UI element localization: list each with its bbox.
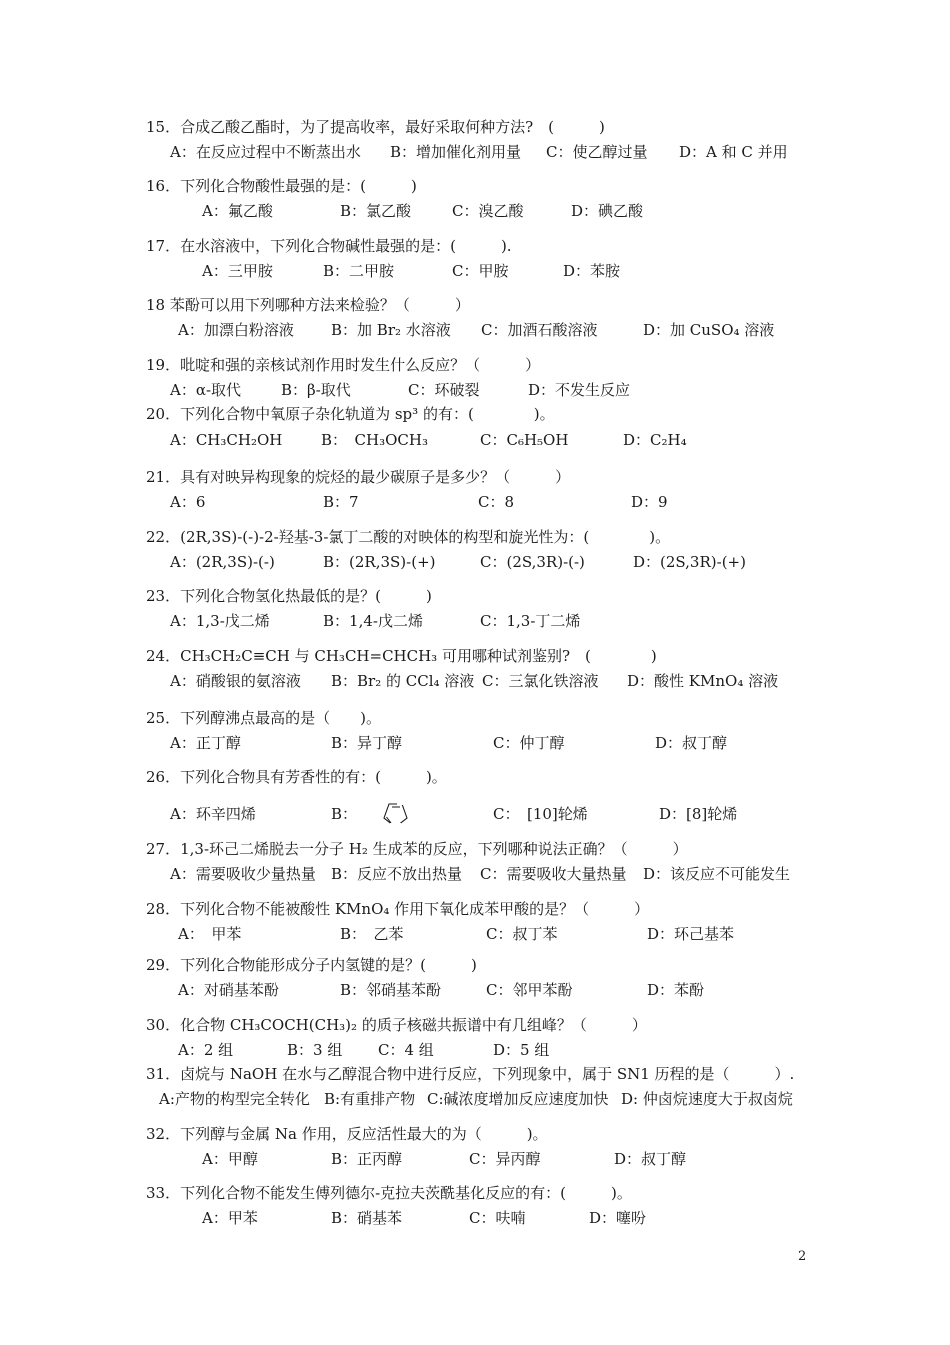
option-d: D：C₂H₄ <box>623 431 687 449</box>
option-a: A：需要吸收少量热量 <box>170 865 316 883</box>
option-c: C：环破裂 <box>408 381 480 399</box>
option-b: B：异丁醇 <box>331 734 403 752</box>
option-b: B：(2R,3S)-(+) <box>323 553 436 571</box>
question-stem: 33．下列化合物不能发生傅列德尔-克拉夫茨酰基化反应的有：( )。 <box>146 1184 632 1202</box>
question-stem: 26．下列化合物具有芳香性的有：( )。 <box>146 768 447 786</box>
question-stem: 29．下列化合物能形成分子内氢键的是？( ) <box>146 956 477 974</box>
option-b: B：7 <box>323 493 359 511</box>
option-b: B：二甲胺 <box>323 262 395 280</box>
question-stem: 32．下列醇与金属 Na 作用，反应活性最大的为（ )。 <box>146 1125 548 1143</box>
option-a: A:产物的构型完全转化 <box>159 1090 310 1108</box>
option-c: C：(2S,3R)-(-) <box>480 553 585 571</box>
option-c: C： [10]轮烯 <box>493 805 588 823</box>
question-stem: 18 苯酚可以用下列哪种方法来检验？（ ） <box>146 296 470 314</box>
option-b: B：邻硝基苯酚 <box>340 981 442 999</box>
option-d: D：9 <box>631 493 668 511</box>
option-a: A：甲醇 <box>202 1150 258 1168</box>
option-a: A：甲苯 <box>202 1209 258 1227</box>
option-a: A：对硝基苯酚 <box>178 981 279 999</box>
option-b: B： CH₃OCH₃ <box>321 431 428 449</box>
question-stem: 17．在水溶液中，下列化合物碱性最强的是：( ). <box>146 237 512 255</box>
option-b: B：加 Br₂ 水溶液 <box>331 321 451 339</box>
option-a: A：1,3-戊二烯 <box>170 612 270 630</box>
option-d: D：环己基苯 <box>647 925 735 943</box>
option-b: B：增加催化剂用量 <box>390 143 522 161</box>
option-a: A：2 组 <box>178 1041 234 1059</box>
option-b: B：3 组 <box>287 1041 343 1059</box>
question-stem: 19．吡啶和强的亲核试剂作用时发生什么反应？（ ） <box>146 356 541 374</box>
page-number: 2 <box>798 1249 807 1264</box>
option-d: D：[8]轮烯 <box>659 805 738 823</box>
option-d: D：加 CuSO₄ 溶液 <box>643 321 775 339</box>
option-b: B：1,4-戊二烯 <box>323 612 423 630</box>
question-stem: 30．化合物 CH₃COCH(CH₃)₂ 的质子核磁共振谱中有几组峰？（ ） <box>146 1016 647 1034</box>
option-a: A：CH₃CH₂OH <box>170 431 283 449</box>
option-b: B：Br₂ 的 CCl₄ 溶液 <box>331 672 475 690</box>
option-c: C:碱浓度增加反应速度加快 <box>427 1090 609 1108</box>
oxazole-structure-icon <box>372 789 420 837</box>
option-b: B： 乙苯 <box>340 925 404 943</box>
question-stem: 28．下列化合物不能被酸性 KMnO₄ 作用下氧化成苯甲酸的是？（ ） <box>146 900 650 918</box>
option-a: A：6 <box>170 493 206 511</box>
option-c: C：8 <box>478 493 515 511</box>
question-stem: 27．1,3-环己二烯脱去一分子 H₂ 生成苯的反应，下列哪种说法正确？（ ） <box>146 840 688 858</box>
option-b: B：硝基苯 <box>331 1209 403 1227</box>
option-c: C：1,3-丁二烯 <box>480 612 581 630</box>
option-b: B:有重排产物 <box>324 1090 416 1108</box>
question-stem: 31．卤烷与 NaOH 在水与乙醇混合物中进行反应，下列现象中，属于 SN1 历程的是（ ）. <box>146 1065 795 1083</box>
option-c: C：4 组 <box>378 1041 434 1059</box>
option-a: A：氟乙酸 <box>202 202 273 220</box>
option-a: A：环辛四烯 <box>170 805 256 823</box>
question-stem: 15．合成乙酸乙酯时，为了提高收率，最好采取何种方法? ( ) <box>146 118 605 136</box>
option-d: D：A 和 C 并用 <box>679 143 788 161</box>
question-stem: 24．CH₃CH₂C≡CH 与 CH₃CH=CHCH₃ 可用哪种试剂鉴别? ( ) <box>146 647 657 665</box>
option-b: B： <box>331 805 358 823</box>
option-c: C：需要吸收大量热量 <box>480 865 627 883</box>
option-a: A：硝酸银的氨溶液 <box>170 672 301 690</box>
option-b: B：β-取代 <box>281 381 351 399</box>
option-d: D：(2S,3R)-(+) <box>633 553 746 571</box>
option-b: B：氯乙酸 <box>340 202 412 220</box>
option-a: A：三甲胺 <box>202 262 273 280</box>
option-d: D：苯胺 <box>563 262 621 280</box>
option-a: A：正丁醇 <box>170 734 241 752</box>
option-c: C：三氯化铁溶液 <box>482 672 599 690</box>
option-d: D：苯酚 <box>647 981 705 999</box>
option-a: A：加漂白粉溶液 <box>178 321 294 339</box>
question-stem: 21．具有对映异构现象的烷烃的最少碳原子是多少？（ ） <box>146 468 571 486</box>
option-a: A：(2R,3S)-(-) <box>170 553 275 571</box>
option-c: C：甲胺 <box>452 262 509 280</box>
option-c: C：叔丁苯 <box>486 925 558 943</box>
option-d: D：5 组 <box>493 1041 550 1059</box>
option-d: D: 仲卤烷速度大于叔卤烷 <box>621 1090 793 1108</box>
option-a: A：在反应过程中不断蒸出水 <box>170 143 361 161</box>
option-c: C：邻甲苯酚 <box>486 981 573 999</box>
option-c: C：溴乙酸 <box>452 202 524 220</box>
question-stem: 22．(2R,3S)-(-)-2-羟基-3-氯丁二酸的对映体的构型和旋光性为：( )。 <box>146 528 671 546</box>
option-b: B：反应不放出热量 <box>331 865 463 883</box>
option-c: C：呋喃 <box>469 1209 526 1227</box>
option-c: C：C₆H₅OH <box>480 431 569 449</box>
option-c: C：加酒石酸溶液 <box>481 321 598 339</box>
option-a: A： 甲苯 <box>178 925 242 943</box>
question-stem: 16．下列化合物酸性最强的是：( ) <box>146 177 417 195</box>
question-stem: 25．下列醇沸点最高的是（ )。 <box>146 709 381 727</box>
option-d: D：叔丁醇 <box>614 1150 687 1168</box>
question-stem: 20．下列化合物中氧原子杂化轨道为 sp³ 的有：( )。 <box>146 405 555 423</box>
option-c: C：使乙醇过量 <box>546 143 648 161</box>
option-c: C：异丙醇 <box>469 1150 541 1168</box>
option-d: D：噻吩 <box>589 1209 647 1227</box>
option-d: D：不发生反应 <box>528 381 631 399</box>
option-d: D：酸性 KMnO₄ 溶液 <box>627 672 779 690</box>
option-d: D：叔丁醇 <box>655 734 728 752</box>
question-stem: 23．下列化合物氢化热最低的是？( ) <box>146 587 432 605</box>
option-c: C：仲丁醇 <box>493 734 565 752</box>
option-d: D：碘乙酸 <box>571 202 644 220</box>
option-d: D：该反应不可能发生 <box>643 865 791 883</box>
option-b: B：正丙醇 <box>331 1150 403 1168</box>
option-a: A：α-取代 <box>170 381 242 399</box>
